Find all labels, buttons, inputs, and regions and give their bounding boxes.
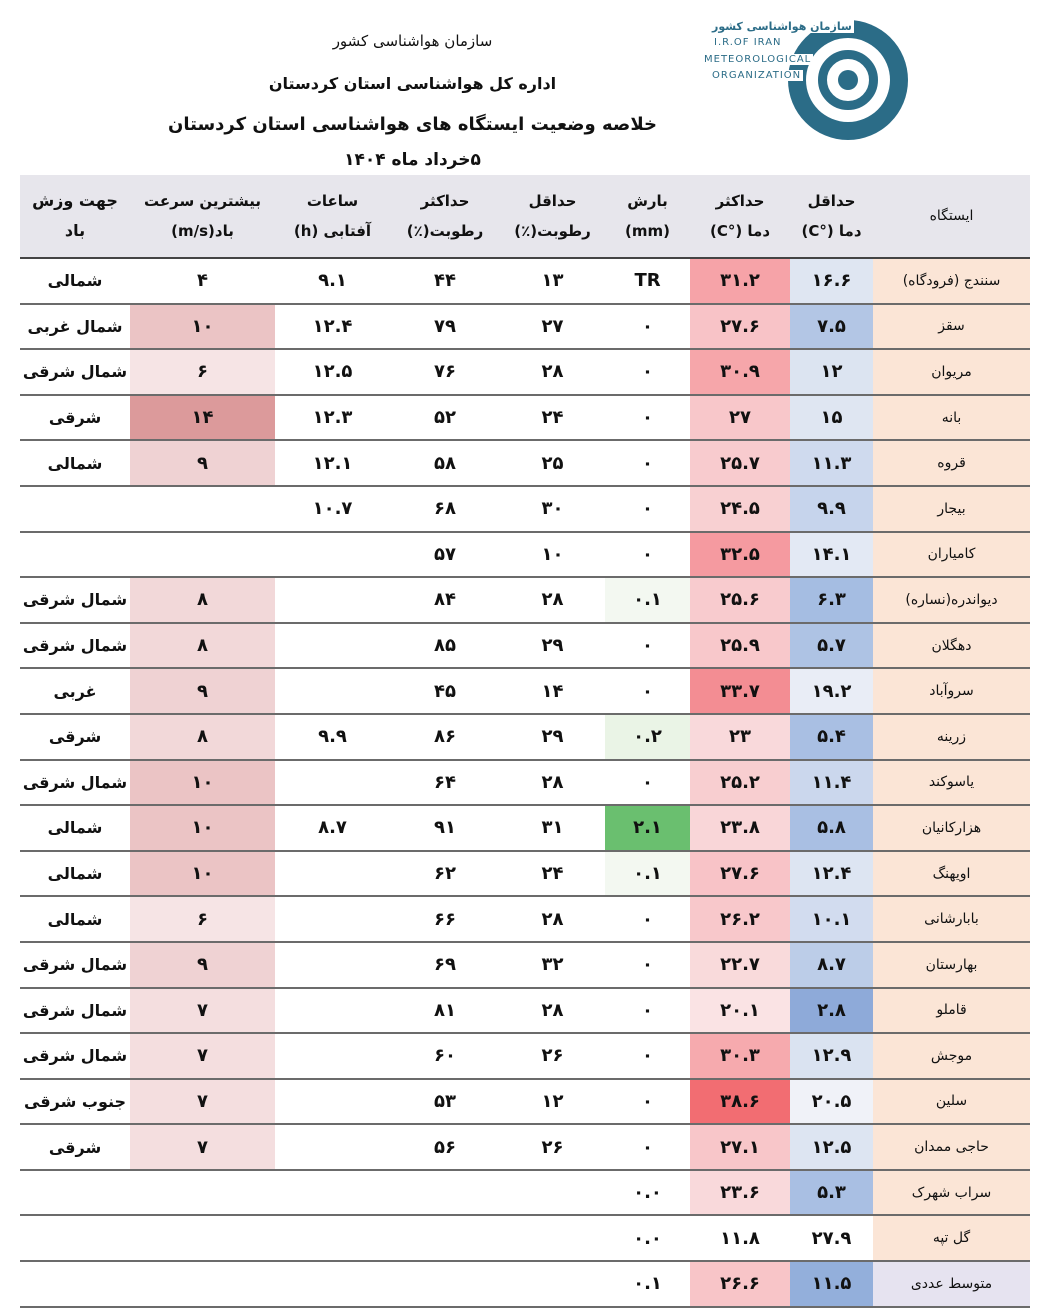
table-row [20,259,1030,305]
cell-hmin: ۲۴ [541,407,564,429]
table-row [20,989,1030,1035]
cell-tmin: ۱۱.۳ [790,441,873,485]
table-row [20,533,1030,579]
cell-hmax: ۵۳ [434,1090,456,1112]
cell-wind-speed [130,1216,275,1260]
cell-wind-dir: شمال غربی [27,316,123,336]
cell-sunshine [275,1262,390,1306]
cell-wind-speed: ۷ [130,1034,275,1078]
cell-precip: ۰ [605,989,690,1033]
cell-precip: ۰.۲ [605,715,690,759]
cell-hmin: ۲۸ [541,589,564,611]
cell-hmin: ۲۹ [541,635,564,657]
cell-wind-speed: ۴ [130,259,275,303]
table-row [20,624,1030,670]
table-row [20,943,1030,989]
table-row [20,715,1030,761]
cell-hmax: ۵۶ [434,1136,456,1158]
cell-hmin [500,1216,605,1260]
cell-wind-speed: ۱۰ [130,305,275,349]
cell-hmin: ۱۰ [541,543,564,565]
cell-tmax: ۲۵.۲ [690,761,790,805]
cell-tmax: ۲۵.۹ [690,624,790,668]
cell-station: دهگلان [873,624,1030,668]
cell-tmin: ۱۲.۵ [790,1125,873,1169]
cell-station: یاسوکند [873,761,1030,805]
cell-tmax: ۳۲.۵ [690,533,790,577]
report-title: خلاصه وضعیت ایستگاه های هواشناسی استان کردستان [168,114,657,135]
cell-tmin: ۱۴.۱ [790,533,873,577]
cell-precip: ۰ [605,533,690,577]
cell-sunshine [275,624,390,668]
table-row [20,1034,1030,1080]
cell-hmax: ۸۵ [434,635,456,657]
col-header-tmax: حداکثر دما (°C) [709,192,771,240]
cell-sunshine: ۱۲.۱ [312,452,353,474]
cell-wind-speed: ۷ [130,989,275,1033]
col-header-station: ایستگاه [929,208,974,224]
cell-tmax: ۲۷.۶ [690,305,790,349]
cell-hmax: ۶۲ [434,863,456,885]
cell-hmin: ۱۳ [541,270,564,292]
cell-tmax: ۲۳.۸ [690,806,790,850]
cell-sunshine [275,852,390,896]
cell-wind-speed [130,1262,275,1306]
logo-text-line1: I.R.OF IRAN [714,37,782,48]
cell-hmin: ۲۹ [541,726,564,748]
cell-wind-dir [20,1171,130,1215]
cell-station: سلین [873,1080,1030,1124]
cell-precip: ۰ [605,350,690,394]
cell-tmin: ۱۶.۶ [790,259,873,303]
cell-wind-speed: ۹ [130,669,275,713]
cell-station: سنندج (فرودگاه) [873,259,1030,303]
cell-wind-speed: ۶ [130,350,275,394]
cell-tmin: ۵.۳ [790,1171,873,1215]
cell-wind-dir [20,1262,130,1306]
cell-wind-dir: شمال شرقی [22,772,128,792]
cell-wind-speed: ۸ [130,624,275,668]
cell-tmin: ۵.۸ [790,806,873,850]
cell-precip: ۰ [605,1080,690,1124]
cell-hmin: ۲۵ [541,452,564,474]
cell-station: متوسط عددی [873,1262,1030,1306]
cell-station: گل تپه [873,1216,1030,1260]
logo-text-line3: ORGANIZATION [712,70,802,81]
cell-sunshine [275,897,390,941]
cell-wind-dir: شمالی [47,864,103,884]
cell-wind-speed: ۹ [130,441,275,485]
cell-precip: ۰.۰ [605,1171,690,1215]
cell-sunshine: ۱۲.۳ [312,407,353,429]
table-row [20,669,1030,715]
cell-hmax: ۴۵ [434,680,456,702]
cell-hmax [390,1216,500,1260]
cell-wind-speed: ۱۰ [130,852,275,896]
cell-sunshine: ۹.۹ [318,726,347,748]
cell-sunshine: ۱۲.۴ [312,315,353,337]
cell-tmin: ۱۱.۴ [790,761,873,805]
cell-tmin: ۷.۵ [790,305,873,349]
cell-tmax: ۲۶.۶ [690,1262,790,1306]
cell-hmax: ۶۶ [434,908,456,930]
cell-station: بهارستان [873,943,1030,987]
cell-sunshine [275,761,390,805]
cell-station: سراب شهرک [873,1171,1030,1215]
cell-station: سقز [873,305,1030,349]
cell-sunshine: ۹.۱ [318,270,347,292]
cell-tmin: ۱۲ [790,350,873,394]
cell-tmax: ۳۰.۳ [690,1034,790,1078]
col-header-sunshine: ساعات آفتابی (h) [293,192,372,240]
table-row [20,305,1030,351]
cell-wind-dir: جنوب شرقی [23,1091,127,1111]
cell-hmax: ۶۴ [434,771,456,793]
cell-tmax: ۲۳.۶ [690,1171,790,1215]
cell-precip: ۰ [605,761,690,805]
cell-wind-dir: شمال شرقی [22,636,128,656]
cell-hmax: ۸۶ [434,726,456,748]
table-row [20,396,1030,442]
cell-wind-speed [130,487,275,531]
cell-station: بیجار [873,487,1030,531]
cell-hmax: ۷۹ [434,315,456,337]
cell-precip: ۰ [605,1034,690,1078]
cell-sunshine [275,943,390,987]
col-header-precip: بارش (mm) [625,192,670,240]
table-row [20,806,1030,852]
cell-sunshine [275,1216,390,1260]
cell-precip: TR [605,259,690,303]
cell-hmin: ۲۸ [541,999,564,1021]
cell-wind-dir: شمالی [47,818,103,838]
cell-hmax: ۶۸ [434,498,456,520]
cell-precip: ۰.۱ [605,578,690,622]
cell-tmax: ۳۸.۶ [690,1080,790,1124]
cell-wind-speed: ۶ [130,897,275,941]
cell-precip: ۲.۱ [605,806,690,850]
table-row [20,852,1030,898]
table-row [20,441,1030,487]
cell-tmax: ۲۷.۶ [690,852,790,896]
cell-tmin: ۲۷.۹ [790,1216,873,1260]
cell-wind-speed: ۸ [130,578,275,622]
col-header-hmin: حداقل رطوبت(٪) [514,192,591,240]
cell-sunshine [275,533,390,577]
cell-sunshine: ۱۲.۵ [312,361,353,383]
cell-wind-speed: ۹ [130,943,275,987]
cell-hmax: ۵۷ [434,543,456,565]
cell-tmax: ۱۱.۸ [690,1216,790,1260]
cell-tmin: ۲.۸ [790,989,873,1033]
cell-tmin: ۱۰.۱ [790,897,873,941]
cell-wind-dir: شمال شرقی [22,955,128,975]
cell-precip: ۰ [605,1125,690,1169]
cell-wind-dir: شمالی [47,271,103,291]
cell-tmax: ۲۳ [690,715,790,759]
cell-tmax: ۲۷.۱ [690,1125,790,1169]
cell-precip: ۰ [605,441,690,485]
cell-hmax: ۷۶ [434,361,456,383]
cell-hmax: ۸۴ [434,589,456,611]
cell-sunshine [275,1171,390,1215]
cell-tmax: ۲۶.۲ [690,897,790,941]
cell-precip: ۰ [605,396,690,440]
cell-precip: ۰ [605,487,690,531]
table-header-row [20,175,1030,259]
cell-tmax: ۳۳.۷ [690,669,790,713]
cell-station: قاملو [873,989,1030,1033]
col-header-wind-speed: بیشترین سرعت باد(m/s) [143,192,262,240]
cell-station: بانه [873,396,1030,440]
logo-text-fa: سازمان هواشناسی کشور [712,20,852,33]
cell-precip: ۰ [605,624,690,668]
cell-wind-speed: ۷ [130,1080,275,1124]
cell-tmax: ۲۲.۷ [690,943,790,987]
cell-tmax: ۲۵.۷ [690,441,790,485]
cell-wind-dir: شرقی [48,408,102,428]
cell-hmin [500,1171,605,1215]
cell-hmin: ۱۴ [541,680,564,702]
dept-name: اداره کل هواشناسی استان کردستان [268,74,557,93]
cell-tmin: ۵.۴ [790,715,873,759]
table-row [20,1262,1030,1308]
cell-tmax: ۲۰.۱ [690,989,790,1033]
cell-wind-speed: ۷ [130,1125,275,1169]
cell-wind-dir [20,1216,130,1260]
table-row [20,897,1030,943]
table-row [20,1171,1030,1217]
cell-wind-speed [130,533,275,577]
cell-station: سروآباد [873,669,1030,713]
cell-wind-dir: شمال شرقی [22,1046,128,1066]
cell-tmin: ۲۰.۵ [790,1080,873,1124]
table-row [20,350,1030,396]
cell-hmax: ۹۱ [434,817,456,839]
cell-sunshine [275,989,390,1033]
cell-station: هزارکانیان [873,806,1030,850]
cell-hmax: ۵۲ [434,407,456,429]
cell-hmin: ۳۱ [541,817,564,839]
weather-stations-table [20,175,1030,1308]
cell-station: حاجی ممدان [873,1125,1030,1169]
cell-hmin: ۲۶ [541,1045,564,1067]
cell-station: دیواندره(نساره) [873,578,1030,622]
cell-hmin: ۲۸ [541,908,564,930]
cell-precip: ۰.۱ [605,1262,690,1306]
table-row [20,1216,1030,1262]
cell-wind-dir: شمال شرقی [22,590,128,610]
cell-wind-speed: ۱۰ [130,761,275,805]
cell-sunshine: ۱۰.۷ [312,498,353,520]
cell-wind-dir [20,533,130,577]
cell-wind-dir: شرقی [48,727,102,747]
cell-hmin: ۲۴ [541,863,564,885]
cell-hmax [390,1171,500,1215]
cell-wind-speed: ۱۰ [130,806,275,850]
cell-wind-dir: شمالی [47,909,103,929]
table-row [20,1125,1030,1171]
cell-tmin: ۶.۳ [790,578,873,622]
cell-tmin: ۱۱.۵ [790,1262,873,1306]
cell-station: قروه [873,441,1030,485]
cell-wind-speed: ۸ [130,715,275,759]
cell-tmax: ۲۵.۶ [690,578,790,622]
cell-wind-dir: شمال شرقی [22,1000,128,1020]
table-row [20,578,1030,624]
cell-tmin: ۱۲.۴ [790,852,873,896]
cell-tmin: ۱۹.۲ [790,669,873,713]
cell-station: زرینه [873,715,1030,759]
cell-station: کامیاران [873,533,1030,577]
cell-wind-speed [130,1171,275,1215]
cell-hmin: ۲۶ [541,1136,564,1158]
cell-tmax: ۲۷ [690,396,790,440]
cell-tmin: ۱۲.۹ [790,1034,873,1078]
cell-hmax: ۴۴ [434,270,456,292]
cell-tmax: ۳۱.۲ [690,259,790,303]
cell-sunshine [275,1080,390,1124]
cell-sunshine: ۸.۷ [318,817,347,839]
cell-station: بابارشانی [873,897,1030,941]
cell-hmin: ۳۲ [541,954,564,976]
table-row [20,761,1030,807]
cell-sunshine [275,1125,390,1169]
col-header-tmin: حداقل دما (°C) [801,192,862,240]
cell-hmin: ۲۸ [541,361,564,383]
cell-wind-dir [20,487,130,531]
cell-tmax: ۳۰.۹ [690,350,790,394]
cell-sunshine [275,578,390,622]
cell-wind-dir: شرقی [48,1137,102,1157]
cell-precip: ۰ [605,669,690,713]
cell-station: مریوان [873,350,1030,394]
org-name: سازمان هواشناسی کشور [332,32,493,50]
cell-tmin: ۹.۹ [790,487,873,531]
table-row [20,487,1030,533]
table-row [20,1080,1030,1126]
cell-hmax: ۶۹ [434,954,456,976]
report-date: ۵خرداد ماه ۱۴۰۴ [344,150,481,170]
cell-wind-dir: شمالی [47,453,103,473]
cell-wind-dir: شمال شرقی [22,362,128,382]
cell-hmax [390,1262,500,1306]
cell-hmin: ۲۷ [541,315,564,337]
cell-precip: ۰.۱ [605,852,690,896]
logo-text-line2: METEOROLOGICAL [704,54,812,65]
cell-hmax: ۸۱ [434,999,456,1021]
col-header-hmax: حداکثر رطوبت(٪) [406,192,484,240]
cell-precip: ۰ [605,305,690,349]
cell-station: اویهنگ [873,852,1030,896]
meteorological-organization-logo [690,10,915,145]
cell-precip: ۰ [605,897,690,941]
cell-tmin: ۱۵ [790,396,873,440]
cell-tmin: ۵.۷ [790,624,873,668]
cell-tmin: ۸.۷ [790,943,873,987]
cell-hmin: ۳۰ [541,498,564,520]
cell-station: موجش [873,1034,1030,1078]
cell-hmin [500,1262,605,1306]
cell-wind-dir: غربی [53,681,97,701]
cell-hmin: ۲۸ [541,771,564,793]
cell-precip: ۰ [605,943,690,987]
col-header-wind-dir: جهت وزش باد [32,191,118,240]
cell-sunshine [275,1034,390,1078]
cell-precip: ۰.۰ [605,1216,690,1260]
cell-sunshine [275,669,390,713]
cell-hmax: ۶۰ [434,1045,456,1067]
cell-tmax: ۲۴.۵ [690,487,790,531]
cell-hmax: ۵۸ [434,452,456,474]
cell-hmin: ۱۲ [541,1090,564,1112]
cell-wind-speed: ۱۴ [130,396,275,440]
